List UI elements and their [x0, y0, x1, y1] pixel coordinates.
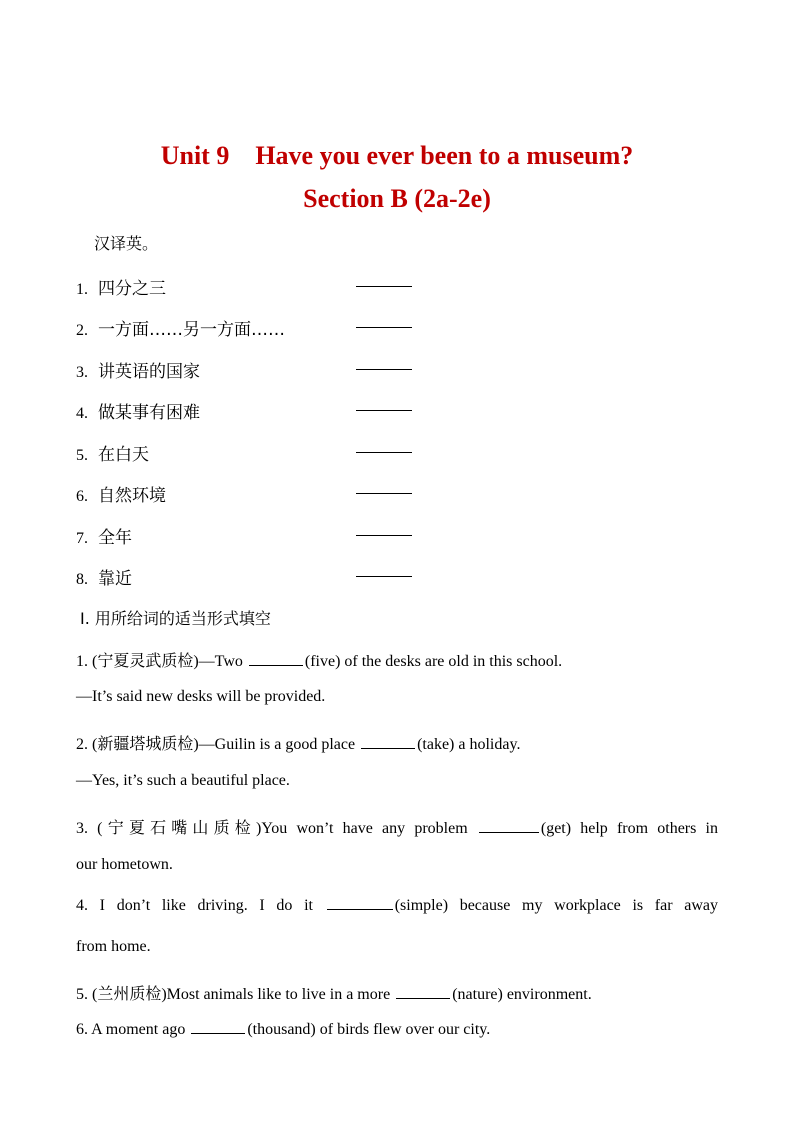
part2-heading: Ⅰ. 用所给词的适当形式填空 — [80, 609, 271, 628]
question-5 — [76, 981, 592, 1004]
answer-blank-5[interactable] — [396, 997, 450, 999]
question-1 — [76, 648, 562, 671]
question-4-continuation: from home. — [76, 938, 151, 955]
question-4-hint: (simple) because my workplace is far away — [394, 897, 719, 914]
vocab-item-text: 一方面……另一方面…… — [98, 320, 285, 340]
page-title: Unit 9 Have you ever been to a museum? — [160, 141, 634, 170]
question-3-prefix: 3. (宁夏石嘴山质检)You won’t have any problem — [76, 820, 468, 837]
vocab-item-text: 讲英语的国家 — [98, 362, 200, 382]
vocab-item-text: 做某事有困难 — [98, 403, 200, 423]
question-2 — [76, 731, 520, 754]
vocab-answer-blank[interactable] — [356, 410, 412, 411]
question-2-reply: —Yes, it’s such a beautiful place. — [76, 772, 290, 789]
vocab-item — [76, 357, 200, 382]
page-subtitle: Section B (2a-2e) — [303, 184, 491, 213]
question-1-prefix: 1. (宁夏灵武质检)—Two — [76, 653, 243, 670]
question-1-hint: (five) of the desks are old in this school. — [304, 653, 563, 670]
vocab-item-number: 7. — [76, 530, 88, 547]
vocab-item-text: 在白天 — [98, 445, 149, 465]
vocab-item — [76, 564, 132, 589]
vocab-item-number: 8. — [76, 571, 88, 588]
question-2-prefix: 2. (新疆塔城质检)—Guilin is a good place — [76, 736, 356, 753]
vocab-item — [76, 481, 166, 506]
question-5-prefix: 5. (兰州质检)Most animals like to live in a more — [76, 986, 391, 1003]
question-4-prefix: 4. I don’t like driving. I do it — [76, 897, 314, 914]
question-3 — [76, 815, 718, 838]
vocab-item — [76, 440, 149, 465]
vocab-item-text: 全年 — [98, 528, 132, 548]
vocab-item-number: 1. — [76, 281, 88, 298]
vocab-item — [76, 274, 166, 299]
vocab-answer-blank[interactable] — [356, 286, 412, 287]
answer-blank-3[interactable] — [479, 831, 539, 833]
question-6-prefix: 6. A moment ago — [76, 1021, 186, 1038]
vocab-item-number: 5. — [76, 447, 88, 464]
vocab-item-number: 4. — [76, 405, 88, 422]
vocab-item-text: 四分之三 — [98, 279, 166, 299]
vocab-answer-blank[interactable] — [356, 327, 412, 328]
answer-blank-6[interactable] — [191, 1032, 245, 1034]
question-4 — [76, 897, 718, 915]
vocab-item-number: 6. — [76, 488, 88, 505]
vocab-item — [76, 523, 132, 548]
question-1-reply: —It’s said new desks will be provided. — [76, 688, 326, 705]
question-2-hint: (take) a holiday. — [417, 736, 521, 753]
vocab-answer-blank[interactable] — [356, 576, 412, 577]
question-3-hint: (get) help from others in — [540, 820, 718, 837]
part1-heading: 汉译英。 — [94, 234, 159, 253]
question-6-hint: (thousand) of birds flew over our city. — [247, 1021, 491, 1038]
vocab-item-number: 2. — [76, 322, 88, 339]
answer-blank-4[interactable] — [327, 908, 393, 910]
vocab-item — [76, 398, 200, 423]
question-3-continuation: our hometown. — [76, 856, 173, 873]
vocab-item — [76, 315, 285, 340]
answer-blank-2[interactable] — [361, 747, 415, 749]
answer-blank-1[interactable] — [249, 664, 303, 666]
vocab-item-text: 自然环境 — [98, 486, 166, 506]
vocab-item-number: 3. — [76, 364, 88, 381]
vocab-answer-blank[interactable] — [356, 369, 412, 370]
question-6 — [76, 1021, 490, 1039]
vocab-answer-blank[interactable] — [356, 493, 412, 494]
vocab-answer-blank[interactable] — [356, 452, 412, 453]
question-5-hint: (nature) environment. — [452, 986, 592, 1003]
vocab-answer-blank[interactable] — [356, 535, 412, 536]
vocab-item-text: 靠近 — [98, 569, 132, 589]
